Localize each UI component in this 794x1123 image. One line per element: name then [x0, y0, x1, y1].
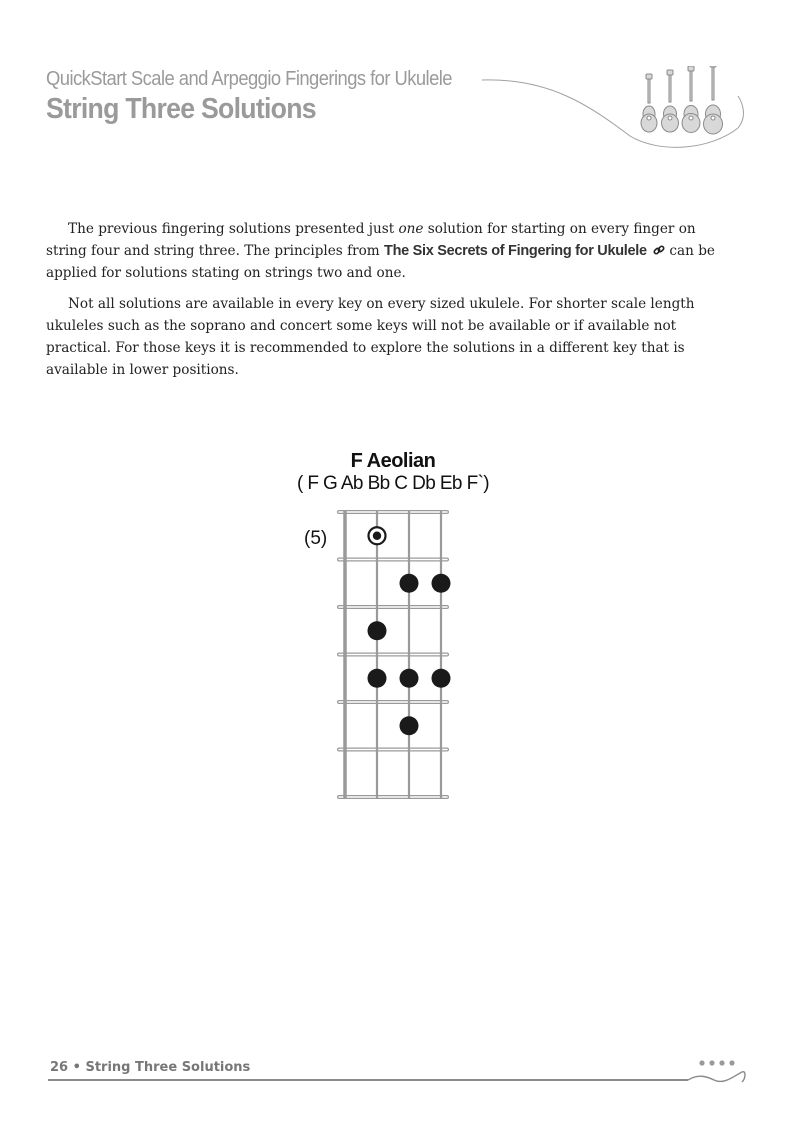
emphasis-one: one — [398, 221, 424, 237]
p1-text-c: can be applied for solutions stating on strings two and one. — [46, 243, 715, 281]
footer-dot — [719, 1060, 724, 1065]
footer-separator: • — [72, 1060, 81, 1075]
header-decoration — [470, 66, 750, 156]
paragraph-2: Not all solutions are available in every key on every sized ukulele. For shorter scale length ukuleles such as the soprano and concert some keys will not be available or if available not practical. For those keys it is recommended to explore the solutions in a different key that is available in lower positions. — [46, 296, 695, 378]
book-subtitle: QuickStart Scale and Arpeggio Fingerings for Ukulele — [46, 68, 452, 90]
footer-dot — [699, 1060, 704, 1065]
finger-dot — [400, 574, 419, 593]
footer-swoosh — [688, 1072, 745, 1082]
finger-dot — [368, 669, 387, 688]
page-title: String Three Solutions — [46, 93, 316, 125]
footer-dot — [729, 1060, 734, 1065]
finger-dot — [400, 669, 419, 688]
footer — [50, 1060, 250, 1075]
finger-dot — [432, 669, 451, 688]
link-icon[interactable] — [653, 244, 665, 256]
p1-text-b: solution for starting on every finger on string four and string three. The principles from — [46, 221, 696, 259]
paragraph-1 — [46, 218, 726, 284]
fretboard-diagram — [330, 505, 460, 805]
finger-dot — [432, 574, 451, 593]
ukulele-icon — [641, 74, 657, 132]
body-text — [46, 218, 726, 390]
book-reference-link[interactable]: The Six Secrets of Fingering for Ukulele — [384, 243, 647, 259]
footer-section: String Three Solutions — [85, 1060, 251, 1075]
ukulele-icon — [682, 66, 700, 133]
header-swoosh-line — [482, 80, 743, 147]
scale-notes: ( F G Ab Bb C Db Eb F`) — [296, 473, 490, 494]
footer-decoration — [684, 1058, 748, 1088]
ukulele-icon — [662, 70, 679, 132]
scale-title: F Aeolian — [350, 450, 436, 472]
footer-dot — [709, 1060, 714, 1065]
page-number: 26 — [50, 1060, 69, 1075]
starting-fret-label: (5) — [304, 528, 328, 549]
p1-text-a: The previous fingering solutions presented just — [68, 221, 399, 237]
finger-dot — [400, 716, 419, 735]
ukulele-icon — [704, 66, 723, 134]
footer-rule — [48, 1079, 688, 1081]
finger-dot — [368, 621, 387, 640]
root-note-center — [373, 532, 381, 540]
